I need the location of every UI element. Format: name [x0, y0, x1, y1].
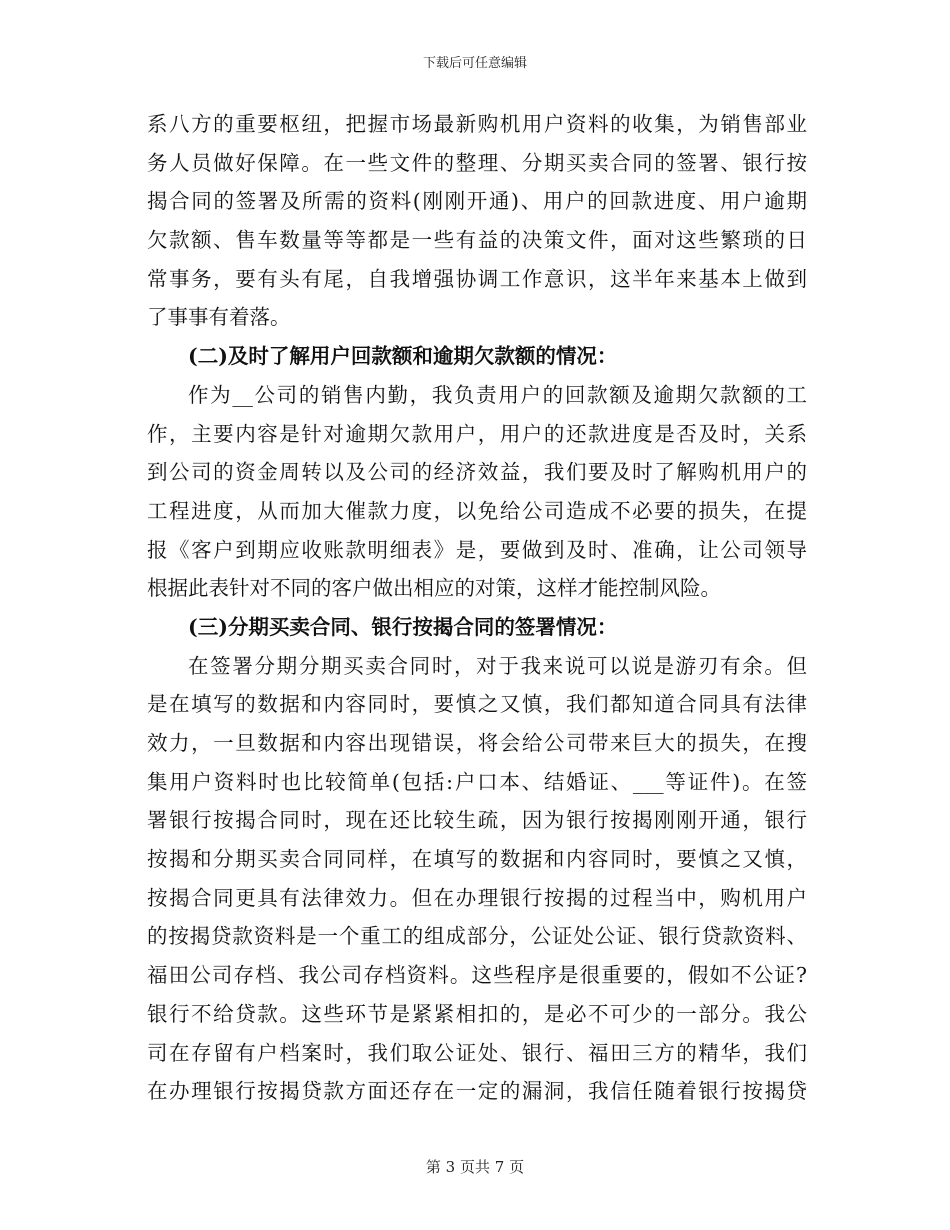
paragraph-line: 揭合同的签署及所需的资料(刚刚开通)、用户的回款进度、用户逾期 [147, 189, 807, 214]
paragraph-line: 了事事有着落。 [147, 305, 291, 330]
paragraph-line: 系八方的重要枢纽，把握市场最新购机用户资料的收集，为销售部业 [147, 112, 807, 136]
paragraph-line: 是在填写的数据和内容同时，要慎之又慎，我们都知道合同具有法律 [147, 692, 807, 717]
paragraph-line: 到公司的资金周转以及公司的经济效益，我们要及时了解购机用户的 [147, 460, 807, 485]
paragraph-line: 署银行按揭合同时，现在还比较生疏，因为银行按揭刚刚开通，银行 [147, 808, 807, 833]
paragraph-line: 福田公司存档、我公司存档资料。这些程序是很重要的，假如不公证? [147, 963, 807, 988]
section-heading: (二)及时了解用户回款额和逾期欠款额的情况： [188, 344, 618, 369]
paragraph-line: 按揭合同更具有法律效力。但在办理银行按揭的过程当中，购机用户 [147, 885, 807, 910]
paragraph-line: 银行不给贷款。这些环节是紧紧相扣的，是必不可少的一部分。我公 [147, 1001, 807, 1026]
page-header: 下载后可任意编辑 [422, 56, 527, 71]
paragraph-line: 报《客户到期应收账款明细表》是，要做到及时、准确，让公司领导 [147, 537, 807, 562]
paragraph-line: 根据此表针对不同的客户做出相应的对策，这样才能控制风险。 [147, 576, 721, 601]
paragraph-line: 务人员做好保障。在一些文件的整理、分期买卖合同的签署、银行按 [147, 150, 807, 175]
paragraph-line: 常事务，要有头有尾，自我增强协调工作意识，这半年来基本上做到 [147, 266, 807, 291]
paragraph-line: 作为__公司的销售内勤，我负责用户的回款额及逾期欠款额的工 [188, 382, 807, 407]
paragraph-line: 在签署分期分期买卖合同时，对于我来说可以说是游刃有余。但 [188, 653, 807, 678]
paragraph-line: 司在存留有户档案时，我们取公证处、银行、福田三方的精华，我们 [147, 1040, 807, 1065]
paragraph-line: 的按揭贷款资料是一个重工的组成部分，公证处公证、银行贷款资料、 [147, 924, 807, 949]
document-body [147, 105, 807, 1111]
paragraph-line: 按揭和分期买卖合同同样，在填写的数据和内容同时，要慎之又慎， [147, 847, 807, 872]
paragraph-line: 工程进度，从而加大催款力度，以免给公司造成不必要的损失，在提 [147, 498, 807, 523]
page-footer: 第 3 页共 7 页 [425, 1158, 525, 1176]
section-heading: (三)分期买卖合同、银行按揭合同的签署情况： [188, 614, 618, 639]
paragraph-line: 欠款额、售车数量等等都是一些有益的决策文件，面对这些繁琐的日 [147, 228, 807, 253]
paragraph-line: 作，主要内容是针对逾期欠款用户，用户的还款进度是否及时，关系 [147, 421, 807, 446]
paragraph-line: 集用户资料时也比较简单(包括:户口本、结婚证、___等证件)。在签 [147, 769, 807, 794]
paragraph-line: 在办理银行按揭贷款方面还存在一定的漏洞，我信任随着银行按揭贷 [147, 1079, 807, 1104]
paragraph-line: 效力，一旦数据和内容出现错误，将会给公司带来巨大的损失，在搜 [147, 731, 807, 755]
